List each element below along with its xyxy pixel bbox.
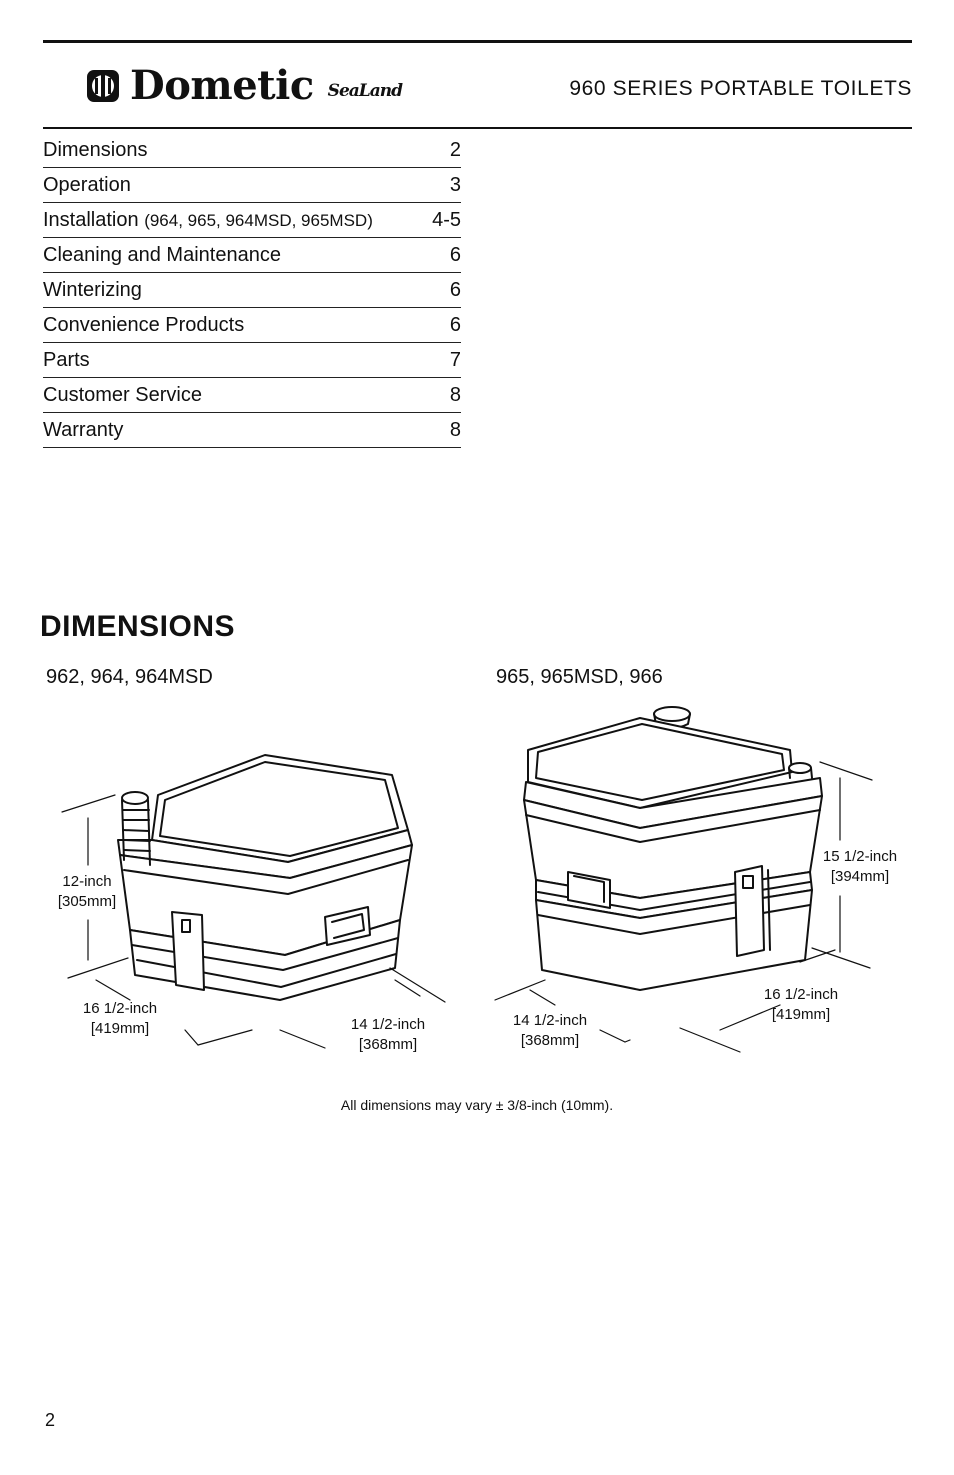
toc-row[interactable] bbox=[43, 133, 461, 168]
left-toilet-illustration bbox=[118, 755, 412, 1000]
toc-page: 8 bbox=[449, 384, 461, 406]
toc-row[interactable] bbox=[43, 308, 461, 343]
toc-row[interactable] bbox=[43, 413, 461, 448]
top-rule bbox=[43, 40, 912, 43]
page-number: 2 bbox=[45, 1410, 56, 1430]
toc-row[interactable] bbox=[43, 273, 461, 308]
right-depth-label: 14 1/2-inch [368mm] bbox=[512, 1012, 588, 1049]
document-title: 960 SERIES PORTABLE TOILETS bbox=[569, 77, 912, 100]
toc-row[interactable] bbox=[43, 378, 461, 413]
left-model-label: 962, 964, 964MSD bbox=[46, 666, 213, 688]
right-toilet-illustration bbox=[524, 707, 822, 990]
toc-title: Customer Service bbox=[43, 384, 202, 406]
sealand-logo: SeaLand bbox=[327, 81, 402, 101]
toc-page: 6 bbox=[449, 244, 461, 266]
toc-page: 3 bbox=[449, 174, 461, 196]
toc-note: (964, 965, 964MSD, 965MSD) bbox=[144, 211, 373, 230]
toc-row[interactable] bbox=[43, 343, 461, 378]
toc-page: 7 bbox=[449, 349, 461, 371]
dimension-tolerance-note: All dimensions may vary ± 3/8-inch (10mm). bbox=[340, 1097, 614, 1113]
toc-page: 6 bbox=[449, 314, 461, 336]
left-height-label: 12-inch [305mm] bbox=[57, 873, 117, 910]
toc-page: 2 bbox=[449, 139, 461, 161]
dometic-logo-icon bbox=[86, 69, 120, 103]
toc-title: Operation bbox=[43, 174, 131, 196]
left-depth-label: 14 1/2-inch [368mm] bbox=[350, 1016, 426, 1053]
header-rule bbox=[43, 127, 912, 129]
table-of-contents bbox=[43, 133, 461, 448]
toc-title: Installation (964, 965, 964MSD, 965MSD) bbox=[43, 209, 373, 231]
toc-title: Parts bbox=[43, 349, 90, 371]
toc-page: 4-5 bbox=[432, 209, 461, 231]
dometic-logo bbox=[86, 64, 402, 108]
toc-title: Convenience Products bbox=[43, 314, 245, 336]
toc-row[interactable] bbox=[43, 238, 461, 273]
left-width-label: 16 1/2-inch [419mm] bbox=[82, 1000, 158, 1037]
toc-title: Cleaning and Maintenance bbox=[43, 244, 281, 266]
toc-title: Winterizing bbox=[43, 279, 142, 301]
section-heading: DIMENSIONS bbox=[40, 610, 236, 643]
toc-title: Warranty bbox=[43, 419, 124, 441]
logo-wordmark: Dometic bbox=[130, 62, 314, 109]
toc-page: 8 bbox=[449, 419, 461, 441]
right-height-label: 15 1/2-inch [394mm] bbox=[822, 848, 898, 885]
toc-row[interactable] bbox=[43, 203, 461, 238]
right-model-label: 965, 965MSD, 966 bbox=[496, 666, 663, 688]
toc-page: 6 bbox=[449, 279, 461, 301]
right-width-label: 16 1/2-inch [419mm] bbox=[763, 986, 839, 1023]
toc-row[interactable] bbox=[43, 168, 461, 203]
toc-title: Dimensions bbox=[43, 139, 148, 161]
